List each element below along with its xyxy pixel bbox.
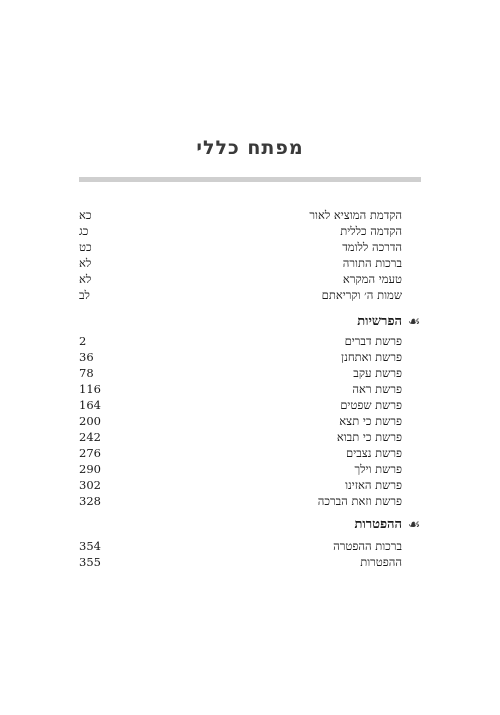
toc-entry-label[interactable]: פרשת האזינו bbox=[345, 478, 402, 492]
toc-entry-page: 276 bbox=[79, 446, 101, 460]
title-rule bbox=[79, 177, 421, 182]
toc-entry-label[interactable]: פרשת שפטים bbox=[340, 398, 402, 412]
fleuron-icon: ☙ bbox=[407, 517, 421, 533]
intro-list bbox=[79, 207, 402, 303]
page-title: מפתח כללי bbox=[196, 137, 304, 159]
toc-entry-page: כג bbox=[79, 224, 89, 238]
toc-entry-page: כא bbox=[79, 208, 92, 222]
toc-row[interactable] bbox=[79, 365, 402, 381]
toc-entry-label[interactable]: הקדמת המוציא לאור bbox=[309, 208, 402, 222]
toc-row[interactable] bbox=[79, 461, 402, 477]
toc-entry-label[interactable]: פרשת וילך bbox=[354, 462, 402, 476]
section-heading-parashiyot bbox=[79, 313, 422, 331]
toc-row[interactable] bbox=[79, 349, 402, 365]
parashiyot-list bbox=[79, 333, 402, 509]
section-heading-label: הפרשיות bbox=[357, 314, 402, 329]
toc-entry-page: 354 bbox=[79, 539, 101, 553]
toc-row[interactable] bbox=[79, 271, 402, 287]
toc-entry-label[interactable]: ברכות ההפטרה bbox=[333, 539, 402, 553]
toc-row[interactable] bbox=[79, 239, 402, 255]
toc-entry-label[interactable]: פרשת וזאת הברכה bbox=[317, 494, 402, 508]
toc-row[interactable] bbox=[79, 397, 402, 413]
toc-entry-page: 242 bbox=[79, 430, 101, 444]
fleuron-icon: ☙ bbox=[407, 314, 421, 330]
toc-entry-label[interactable]: פרשת כי תבוא bbox=[336, 430, 402, 444]
toc-entry-page: 328 bbox=[79, 494, 101, 508]
section-heading-label: ההפטרות bbox=[354, 517, 402, 532]
toc-entry-page: 302 bbox=[79, 478, 101, 492]
toc-row[interactable] bbox=[79, 429, 402, 445]
toc-row[interactable] bbox=[79, 445, 402, 461]
toc-entry-page: 36 bbox=[79, 350, 94, 364]
toc-entry-label[interactable]: פרשת ראה bbox=[352, 382, 402, 396]
toc-entry-page: 116 bbox=[79, 382, 101, 396]
toc-entry-page: 164 bbox=[79, 398, 101, 412]
toc-entry-label[interactable]: הדרכה ללומד bbox=[342, 240, 402, 254]
toc-entry-page: 200 bbox=[79, 414, 101, 428]
toc-entry-page: 355 bbox=[79, 555, 101, 569]
toc-entry-label[interactable]: פרשת נצבים bbox=[346, 446, 402, 460]
toc-entry-label[interactable]: פרשת דברים bbox=[344, 334, 402, 348]
toc-entry-page: 78 bbox=[79, 366, 94, 380]
toc-entry-page: לא bbox=[79, 272, 92, 286]
toc-entry-page: לא bbox=[79, 256, 92, 270]
toc-row[interactable] bbox=[79, 333, 402, 349]
toc-row[interactable] bbox=[79, 413, 402, 429]
toc-row[interactable] bbox=[79, 381, 402, 397]
toc-row[interactable] bbox=[79, 223, 402, 239]
toc-entry-label[interactable]: הקדמה כללית bbox=[340, 224, 402, 238]
toc-entry-label[interactable]: פרשת ואתחנן bbox=[341, 350, 402, 364]
toc-entry-page: לב bbox=[79, 288, 90, 302]
section-heading-haftarot bbox=[79, 516, 422, 534]
toc-row[interactable] bbox=[79, 538, 402, 554]
toc-entry-label[interactable]: טעמי המקרא bbox=[342, 272, 402, 286]
toc-entry-label[interactable]: ברכות התורה bbox=[342, 256, 402, 270]
toc-entry-label[interactable]: שמות ה׳ וקריאתם bbox=[321, 288, 402, 302]
toc-entry-page: 2 bbox=[79, 334, 87, 348]
haftarot-list bbox=[79, 538, 402, 570]
toc-row[interactable] bbox=[79, 255, 402, 271]
toc-row[interactable] bbox=[79, 554, 402, 570]
toc-entry-label[interactable]: פרשת עקב bbox=[353, 366, 402, 380]
toc-entry-label[interactable]: ההפטרות bbox=[360, 555, 402, 569]
toc-entry-page: 290 bbox=[79, 462, 101, 476]
toc-row[interactable] bbox=[79, 207, 402, 223]
toc-row[interactable] bbox=[79, 287, 402, 303]
toc-entry-page: כט bbox=[79, 240, 92, 254]
toc-entry-label[interactable]: פרשת כי תצא bbox=[339, 414, 402, 428]
toc-row[interactable] bbox=[79, 493, 402, 509]
toc-row[interactable] bbox=[79, 477, 402, 493]
